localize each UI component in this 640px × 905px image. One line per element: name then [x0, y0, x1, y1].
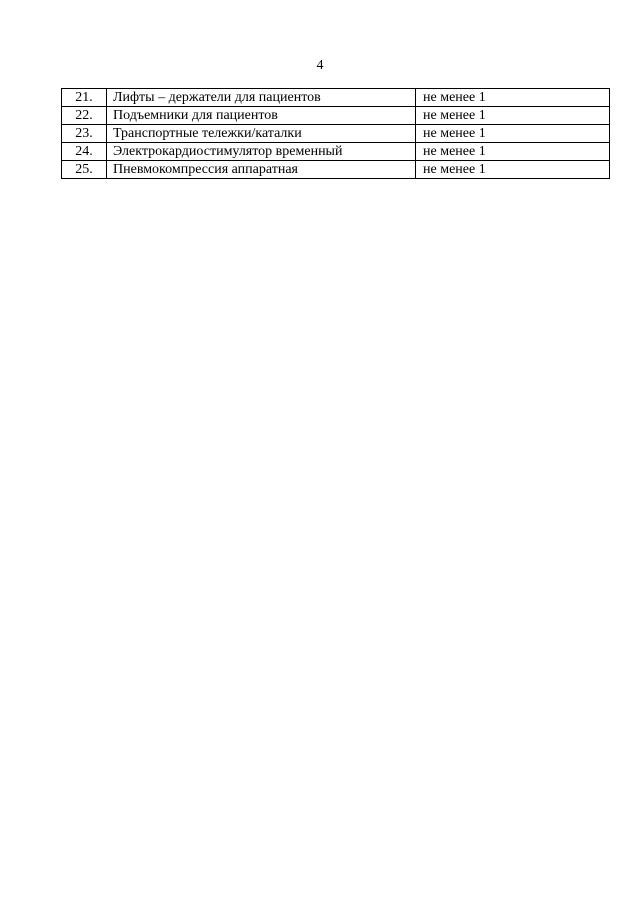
equipment-name: Транспортные тележки/каталки: [107, 125, 416, 143]
equipment-name: Пневмокомпрессия аппаратная: [107, 161, 416, 179]
equipment-quantity: не менее 1: [416, 143, 610, 161]
row-number: 22.: [62, 107, 107, 125]
table-row: [62, 89, 610, 107]
equipment-quantity: не менее 1: [416, 107, 610, 125]
row-number: 23.: [62, 125, 107, 143]
row-number: 25.: [62, 161, 107, 179]
table-row: [62, 125, 610, 143]
row-number: 24.: [62, 143, 107, 161]
equipment-name: Подъемники для пациентов: [107, 107, 416, 125]
page-number: 4: [316, 58, 324, 73]
row-number: 21.: [62, 89, 107, 107]
table-row: [62, 161, 610, 179]
equipment-name: Лифты – держатели для пациентов: [107, 89, 416, 107]
equipment-quantity: не менее 1: [416, 89, 610, 107]
table-row: [62, 143, 610, 161]
equipment-table: [61, 88, 610, 179]
equipment-quantity: не менее 1: [416, 125, 610, 143]
equipment-quantity: не менее 1: [416, 161, 610, 179]
equipment-name: Электрокардиостимулятор временный: [107, 143, 416, 161]
table-row: [62, 107, 610, 125]
